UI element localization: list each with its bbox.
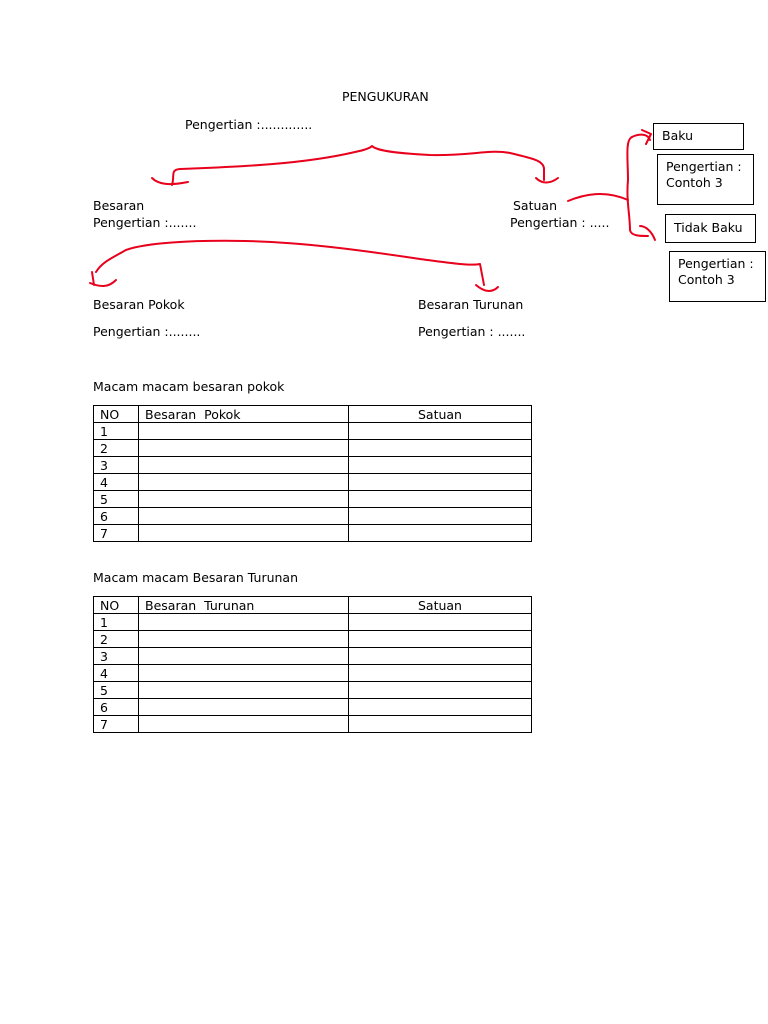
table-row [94, 648, 532, 665]
besaran-pokok-definition: Pengertian :........ [93, 324, 201, 339]
cell-besaran [139, 716, 349, 733]
cell-besaran [139, 648, 349, 665]
table-header-row [94, 597, 532, 614]
column-header-no: NO [94, 406, 139, 423]
cell-satuan [349, 631, 532, 648]
cell-satuan [349, 440, 532, 457]
besaran-label: Besaran [93, 198, 145, 213]
column-header-besaran: Besaran Turunan [139, 597, 349, 614]
baku-box [653, 123, 744, 150]
cell-satuan [349, 682, 532, 699]
cell-besaran [139, 440, 349, 457]
table-row [94, 665, 532, 682]
cell-satuan [349, 648, 532, 665]
table-row [94, 474, 532, 491]
cell-no: 7 [94, 716, 139, 733]
cell-satuan [349, 699, 532, 716]
page-title: PENGUKURAN [342, 89, 429, 104]
tidak-baku-box [665, 214, 756, 243]
table-row [94, 682, 532, 699]
cell-no: 1 [94, 614, 139, 631]
column-header-satuan: Satuan [349, 597, 532, 614]
table-header-row [94, 406, 532, 423]
satuan-label: Satuan [513, 198, 558, 213]
cell-satuan [349, 525, 532, 542]
cell-besaran [139, 474, 349, 491]
cell-besaran [139, 525, 349, 542]
tidak-baku-detail-line2: Contoh 3 [678, 272, 735, 287]
baku-detail-box [657, 154, 754, 205]
arrow-satuan-to-jenis [568, 194, 628, 201]
besaran-pokok-label: Besaran Pokok [93, 297, 185, 312]
cell-satuan [349, 614, 532, 631]
cell-satuan [349, 491, 532, 508]
table-row [94, 457, 532, 474]
cell-no: 5 [94, 682, 139, 699]
arrow-right-satuan [536, 178, 558, 183]
table-row [94, 614, 532, 631]
cell-no: 4 [94, 474, 139, 491]
tidak-baku-detail-box [669, 251, 766, 302]
table-turunan-heading: Macam macam Besaran Turunan [93, 570, 299, 585]
satuan-definition: Pengertian : ..... [510, 215, 610, 230]
table-row [94, 440, 532, 457]
cell-no: 4 [94, 665, 139, 682]
cell-satuan [349, 508, 532, 525]
column-header-besaran: Besaran Pokok [139, 406, 349, 423]
arrow-left-pokok [90, 272, 116, 286]
table-pokok-heading: Macam macam besaran pokok [93, 379, 285, 394]
cell-besaran [139, 699, 349, 716]
table-row [94, 491, 532, 508]
brace-bottom-path [96, 241, 484, 285]
besaran-turunan-definition: Pengertian : ....... [418, 324, 526, 339]
cell-no: 6 [94, 508, 139, 525]
table-row [94, 716, 532, 733]
cell-no: 3 [94, 648, 139, 665]
baku-label: Baku [662, 128, 694, 143]
besaran-definition: Pengertian :....... [93, 215, 197, 230]
table-besaran-pokok [93, 405, 532, 542]
brace-top-path [172, 146, 544, 185]
cell-satuan [349, 457, 532, 474]
baku-detail-line2: Contoh 3 [666, 175, 723, 190]
table-row [94, 525, 532, 542]
table-row [94, 423, 532, 440]
cell-satuan [349, 423, 532, 440]
table-row [94, 631, 532, 648]
column-header-satuan: Satuan [349, 406, 532, 423]
besaran-turunan-label: Besaran Turunan [418, 297, 524, 312]
cell-satuan [349, 474, 532, 491]
cell-besaran [139, 508, 349, 525]
bracket-jenis-satuan [627, 137, 648, 236]
tidak-baku-label: Tidak Baku [674, 220, 743, 235]
table-besaran-turunan [93, 596, 532, 733]
cell-besaran [139, 491, 349, 508]
arrow-right-turunan [476, 285, 498, 291]
cell-no: 7 [94, 525, 139, 542]
cell-besaran [139, 423, 349, 440]
arrow-left-besaran [152, 178, 188, 184]
cell-no: 1 [94, 423, 139, 440]
cell-besaran [139, 457, 349, 474]
cell-no: 3 [94, 457, 139, 474]
cell-no: 2 [94, 440, 139, 457]
arrow-to-baku [632, 130, 651, 144]
cell-no: 2 [94, 631, 139, 648]
cell-no: 6 [94, 699, 139, 716]
column-header-no: NO [94, 597, 139, 614]
table-row [94, 508, 532, 525]
intro-definition: Pengertian :............. [185, 117, 313, 132]
cell-besaran [139, 631, 349, 648]
cell-besaran [139, 682, 349, 699]
cell-besaran [139, 665, 349, 682]
cell-satuan [349, 716, 532, 733]
table-row [94, 699, 532, 716]
cell-besaran [139, 614, 349, 631]
arrow-to-tidak-baku [640, 226, 655, 240]
baku-detail-line1: Pengertian : [666, 159, 742, 174]
cell-no: 5 [94, 491, 139, 508]
tidak-baku-detail-line1: Pengertian : [678, 256, 754, 271]
cell-satuan [349, 665, 532, 682]
